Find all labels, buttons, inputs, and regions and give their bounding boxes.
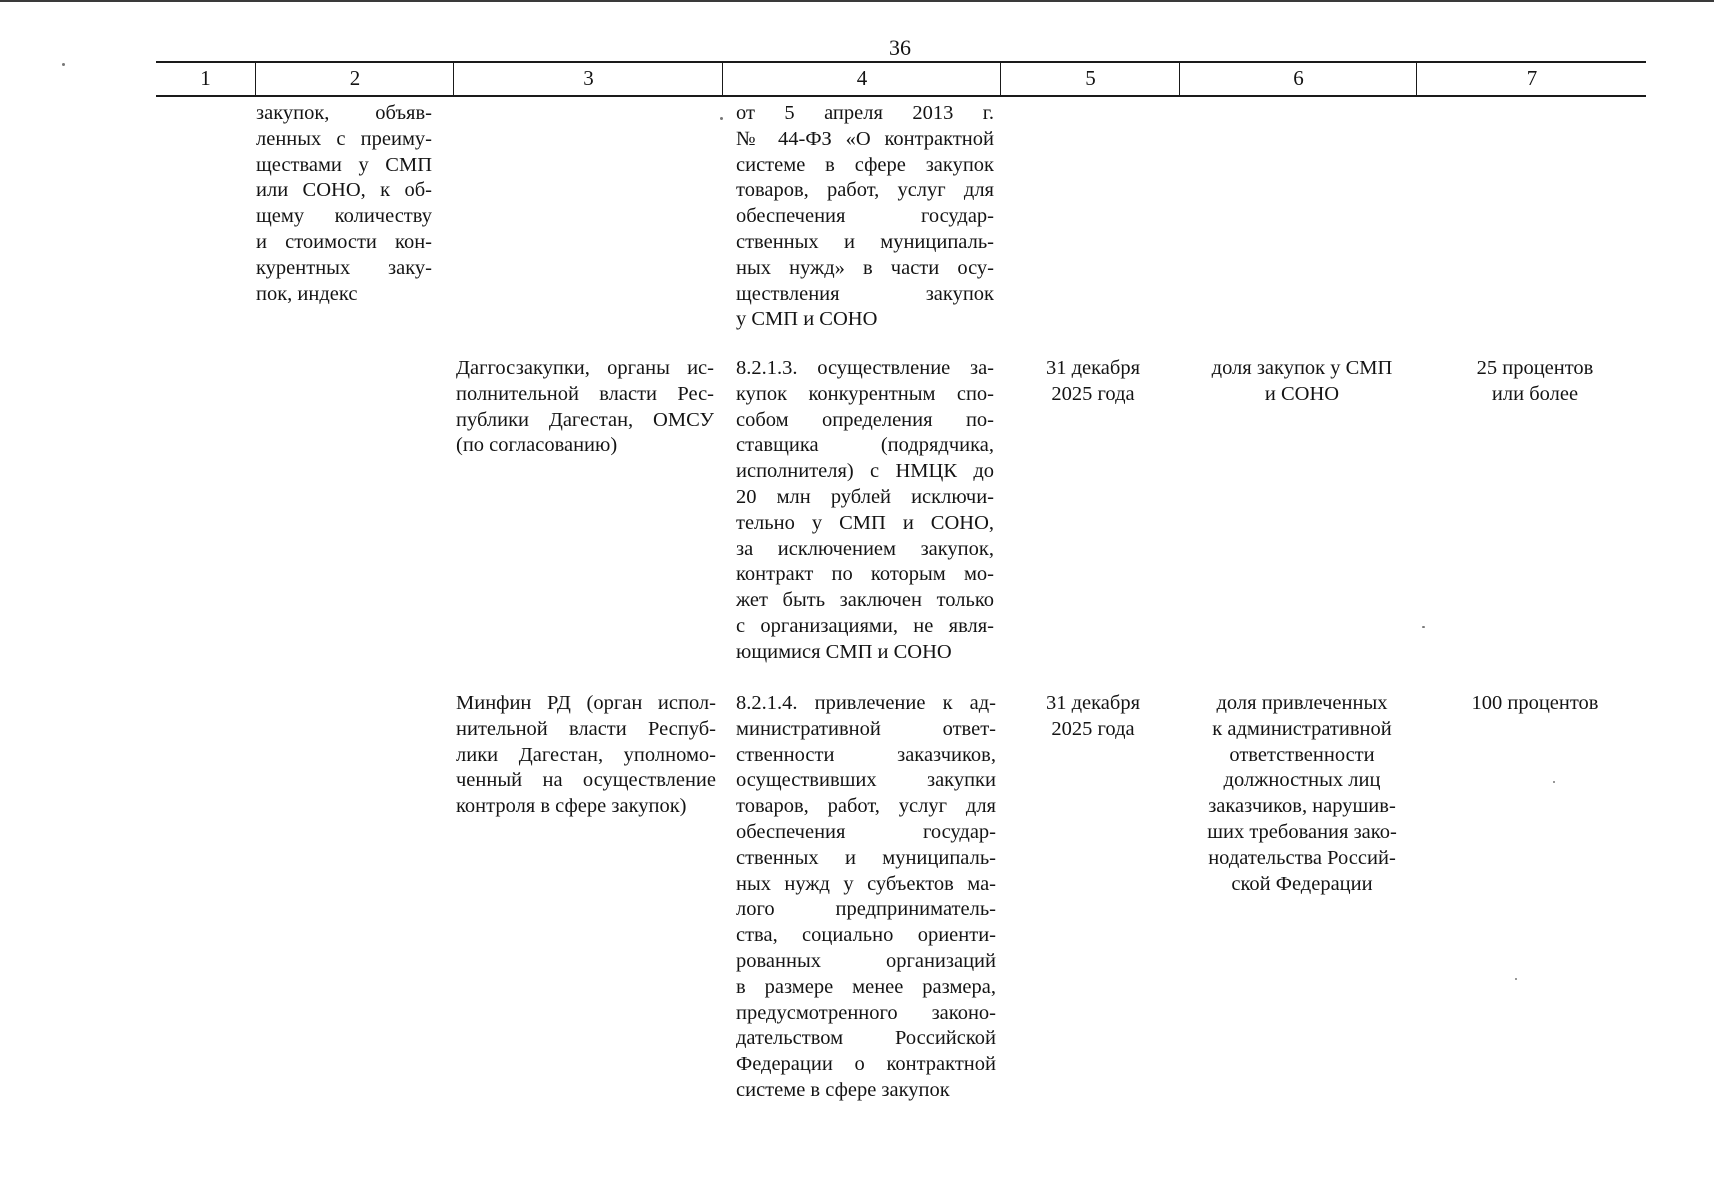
text-line: 8.2.1.4. привлечение к ад- <box>736 692 996 714</box>
text-line: контроля в сфере закупок) <box>456 795 687 818</box>
text-line: 20 млн рублей исключи- <box>736 485 994 508</box>
text-line: с организациями, не явля- <box>736 614 994 637</box>
text-line: № 44-ФЗ «О контрактной <box>736 127 994 150</box>
text-line: доля закупок у СМП <box>1211 357 1393 379</box>
text-line: ченный на осуществление <box>456 769 716 792</box>
text-line: ответственности <box>1229 743 1375 766</box>
text-line: нодательства Россий- <box>1208 846 1396 869</box>
scan-speck <box>1553 781 1555 783</box>
text-line: или более <box>1491 382 1579 405</box>
text-line: за исключением закупок, <box>736 537 994 560</box>
text-line: ющимися СМП и СОНО <box>736 640 952 663</box>
scan-speck <box>1422 626 1425 628</box>
text-line: рованных организаций <box>736 949 996 972</box>
text-line: или СОНО, к об- <box>256 179 432 202</box>
text-line: 100 процентов <box>1471 692 1599 714</box>
text-line: у СМП и СОНО <box>736 308 878 331</box>
text-line: купок конкурентным спо- <box>736 382 994 405</box>
text-line: системе в сфере закупок <box>736 1078 950 1101</box>
text-line: лого предприниматель- <box>736 898 996 921</box>
responsible-party-text <box>456 356 714 459</box>
text-line: ных нужд у субъектов ма- <box>736 872 996 895</box>
text-line: в размере менее размера, <box>736 975 996 998</box>
column-header-6: 6 <box>1179 63 1417 95</box>
scan-speck <box>720 117 723 120</box>
table-header-row <box>156 61 1646 97</box>
text-line: полнительной власти Рес- <box>456 382 714 405</box>
text-line: ственных и муниципаль- <box>736 230 994 253</box>
text-line: 2025 года <box>1051 717 1135 740</box>
text-line: исполнителя) с НМЦК до <box>736 460 994 483</box>
text-line: 8.2.1.3. осуществление за- <box>736 357 994 379</box>
text-line: тельно у СМП и СОНО, <box>736 511 994 534</box>
text-line: ственных и муниципаль- <box>736 846 996 869</box>
column-header-2: 2 <box>255 63 454 95</box>
text-line: дательством Российской <box>736 1027 996 1050</box>
text-line: нительной власти Респуб- <box>456 717 716 740</box>
indicator-text <box>1185 691 1419 897</box>
text-line: 25 процентов <box>1476 357 1594 379</box>
text-line: министративной ответ- <box>736 717 996 740</box>
scan-edge-line <box>0 0 1714 2</box>
text-line: осуществивших закупки <box>736 769 996 792</box>
text-line: пок, индекс <box>256 282 358 305</box>
responsible-party-text <box>456 691 716 820</box>
target-value-text <box>1420 356 1650 408</box>
page-number: 36 <box>889 35 911 60</box>
text-line: 2025 года <box>1051 382 1135 405</box>
text-line: к административной <box>1212 717 1392 740</box>
text-line: доля привлеченных <box>1216 692 1388 714</box>
text-line: системе в сфере закупок <box>736 153 994 176</box>
text-line: ленных с преиму- <box>256 127 432 150</box>
text-line: Федерации о контрактной <box>736 1053 996 1076</box>
scan-speck <box>1515 978 1517 980</box>
column-header-5: 5 <box>1000 63 1180 95</box>
text-line: и СОНО <box>1264 382 1340 405</box>
text-line: ской Федерации <box>1231 872 1373 895</box>
text-line: ственности заказчиков, <box>736 743 996 766</box>
indicator-continuation-text <box>256 101 432 307</box>
text-line: должностных лиц <box>1223 769 1381 792</box>
column-header-1: 1 <box>200 66 211 90</box>
text-line: закупок, объяв- <box>256 102 432 124</box>
text-line: от 5 апреля 2013 г. <box>736 102 994 124</box>
text-line: ства, социально ориенти- <box>736 924 996 947</box>
target-value-text <box>1420 691 1650 717</box>
text-line: ществами у СМП <box>256 153 432 176</box>
text-line: обеспечения государ- <box>736 205 994 228</box>
text-line: товаров, работ, услуг для <box>736 795 996 818</box>
action-text <box>736 691 996 1104</box>
scan-speck <box>62 63 65 66</box>
text-line: Минфин РД (орган испол- <box>456 692 716 714</box>
text-line: обеспечения государ- <box>736 820 996 843</box>
column-header-4: 4 <box>722 63 1001 95</box>
text-line: жет быть заключен только <box>736 589 994 612</box>
text-line: публики Дагестан, ОМСУ <box>456 408 714 431</box>
text-line: курентных заку- <box>256 256 432 279</box>
text-line: лики Дагестан, уполномо- <box>456 743 716 766</box>
indicator-text <box>1185 356 1419 408</box>
action-continuation-text <box>736 101 994 333</box>
action-text <box>736 356 994 666</box>
text-line: Даггосзакупки, органы ис- <box>456 357 714 379</box>
text-line: 31 декабря <box>1045 357 1140 379</box>
text-line: предусмотренного законо- <box>736 1001 996 1024</box>
text-line: и стоимости кон- <box>256 230 432 253</box>
text-line: ставщика (подрядчика, <box>736 434 994 457</box>
text-line: ных нужд» в части осу- <box>736 256 994 279</box>
text-line: собом определения по- <box>736 408 994 431</box>
column-header-3: 3 <box>453 63 723 95</box>
text-line: ших требования зако- <box>1207 820 1397 843</box>
deadline-text <box>1003 691 1183 743</box>
text-line: щему количеству <box>256 205 432 228</box>
column-header-7: 7 <box>1416 63 1647 95</box>
text-line: товаров, работ, услуг для <box>736 179 994 202</box>
text-line: 31 декабря <box>1045 692 1140 714</box>
text-line: (по согласованию) <box>456 434 618 457</box>
text-line: заказчиков, нарушив- <box>1208 795 1396 818</box>
text-line: контракт по которым мо- <box>736 563 994 586</box>
deadline-text <box>1003 356 1183 408</box>
text-line: ществления закупок <box>736 282 994 305</box>
